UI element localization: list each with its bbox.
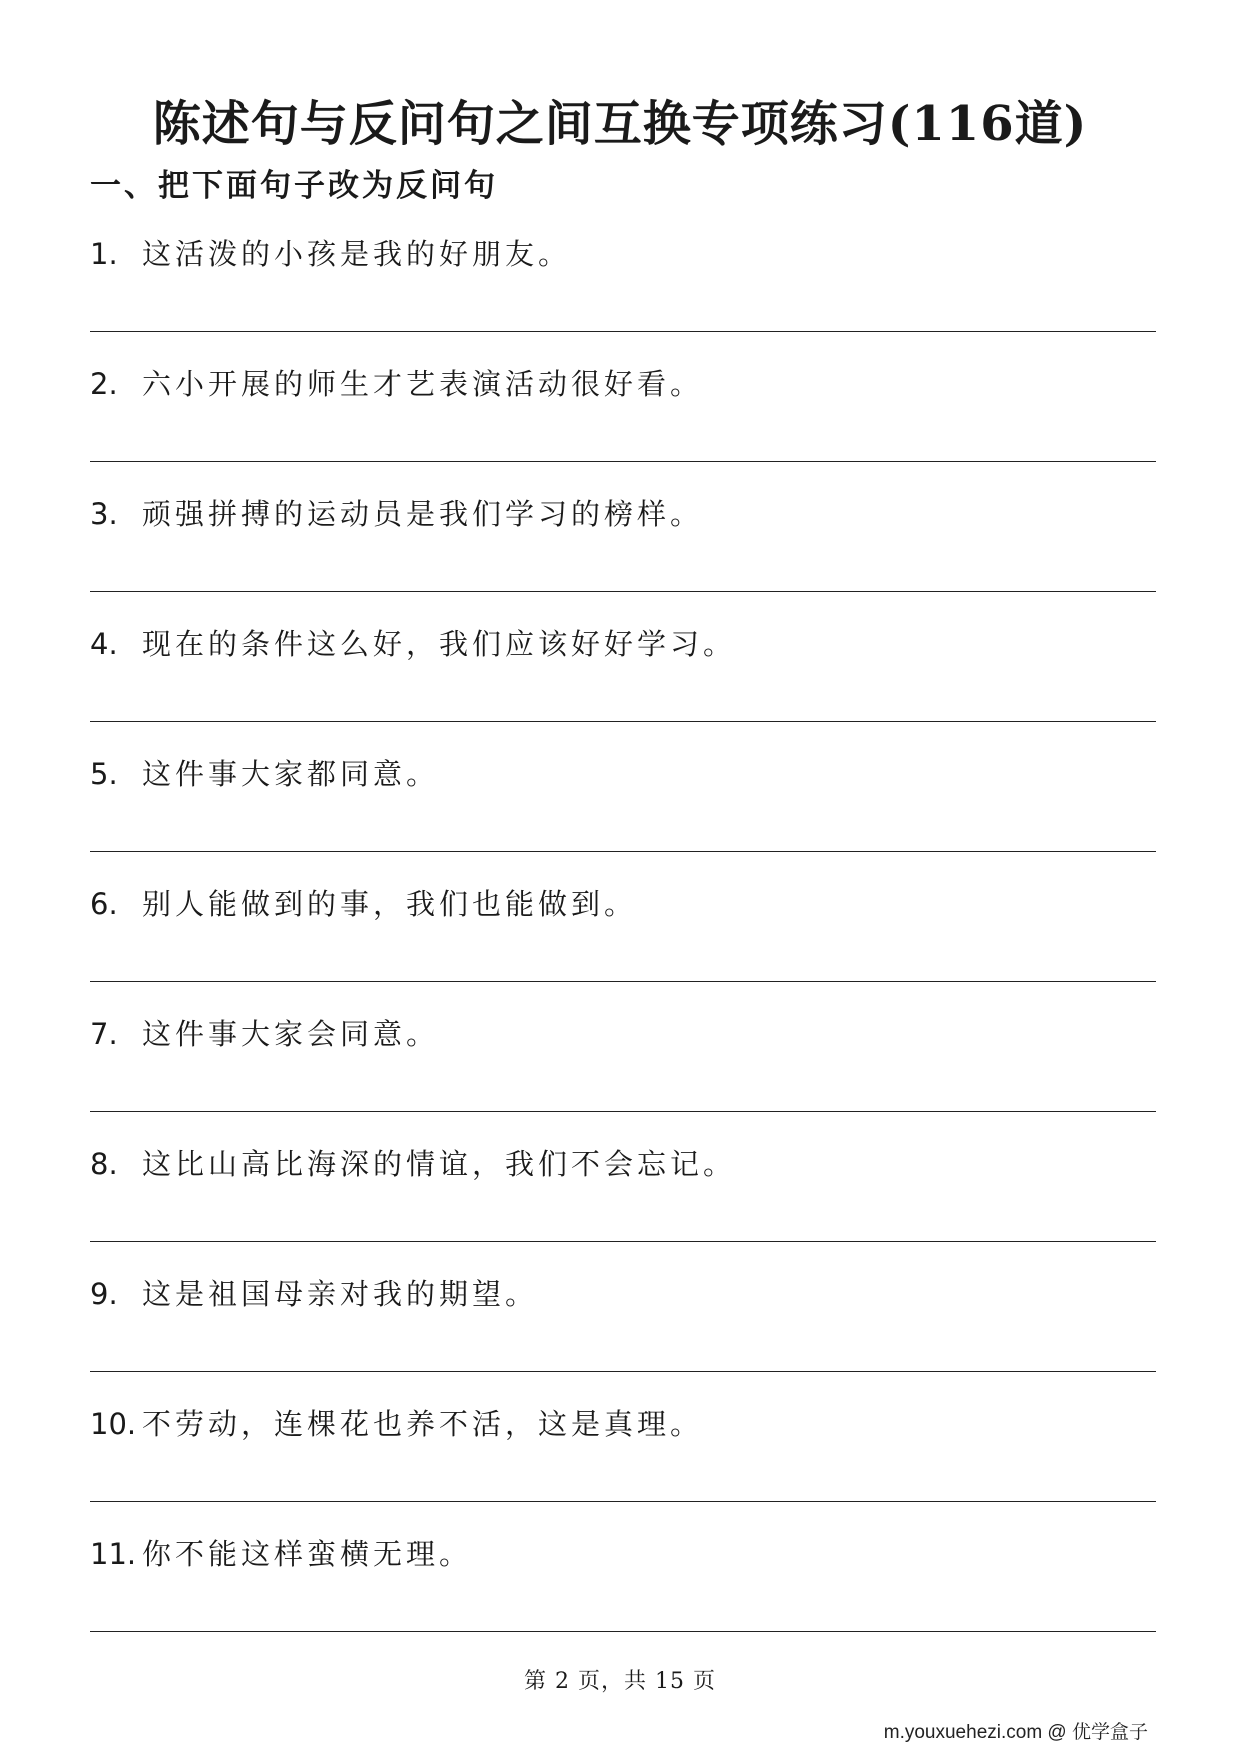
- question-text: 六小开展的师生才艺表演活动很好看。: [142, 367, 704, 401]
- answer-line[interactable]: [90, 1501, 1156, 1502]
- watermark: m.youxuehezi.com @ 优学盒子: [883, 1722, 1148, 1743]
- question-text: 这件事大家都同意。: [142, 757, 440, 791]
- answer-line[interactable]: [90, 1631, 1156, 1632]
- answer-line[interactable]: [90, 1111, 1156, 1112]
- question-text: 别人能做到的事，我们也能做到。: [142, 887, 638, 921]
- question-number: 7.: [90, 1017, 118, 1051]
- question-item: [90, 752, 1160, 882]
- page-title: 陈述句与反问句之间互换专项练习(116道): [152, 96, 1088, 152]
- question-text: 顽强拼搏的运动员是我们学习的榜样。: [142, 497, 704, 531]
- question-text: 这件事大家会同意。: [142, 1017, 440, 1051]
- question-text: 现在的条件这么好，我们应该好好学习。: [142, 627, 737, 661]
- section-heading: 一、把下面句子改为反问句: [90, 168, 498, 204]
- question-item: [90, 622, 1160, 752]
- question-text: 你不能这样蛮横无理。: [142, 1537, 473, 1571]
- question-number: 6.: [90, 887, 118, 921]
- question-item: [90, 1402, 1160, 1532]
- answer-line[interactable]: [90, 1371, 1156, 1372]
- question-text: 不劳动，连棵花也养不活，这是真理。: [142, 1407, 704, 1441]
- question-number: 1.: [90, 237, 118, 271]
- question-item: [90, 1142, 1160, 1272]
- question-text: 这活泼的小孩是我的好朋友。: [142, 237, 572, 271]
- question-number: 8.: [90, 1147, 118, 1181]
- question-number: 10.: [90, 1407, 137, 1441]
- question-number: 5.: [90, 757, 118, 791]
- question-item: [90, 1532, 1160, 1662]
- question-item: [90, 1012, 1160, 1142]
- question-number: 4.: [90, 627, 118, 661]
- question-item: [90, 362, 1160, 492]
- answer-line[interactable]: [90, 721, 1156, 722]
- question-text: 这是祖国母亲对我的期望。: [142, 1277, 539, 1311]
- question-number: 2.: [90, 367, 118, 401]
- question-number: 11.: [90, 1537, 137, 1571]
- question-number: 3.: [90, 497, 118, 531]
- answer-line[interactable]: [90, 331, 1156, 332]
- question-item: [90, 492, 1160, 622]
- answer-line[interactable]: [90, 851, 1156, 852]
- answer-line[interactable]: [90, 461, 1156, 462]
- answer-line[interactable]: [90, 1241, 1156, 1242]
- answer-line[interactable]: [90, 591, 1156, 592]
- question-item: [90, 882, 1160, 1012]
- answer-line[interactable]: [90, 981, 1156, 982]
- question-item: [90, 1272, 1160, 1402]
- page-footer: 第 2 页，共 15 页: [524, 1669, 716, 1694]
- question-number: 9.: [90, 1277, 118, 1311]
- question-text: 这比山高比海深的情谊，我们不会忘记。: [142, 1147, 737, 1181]
- question-item: [90, 232, 1160, 362]
